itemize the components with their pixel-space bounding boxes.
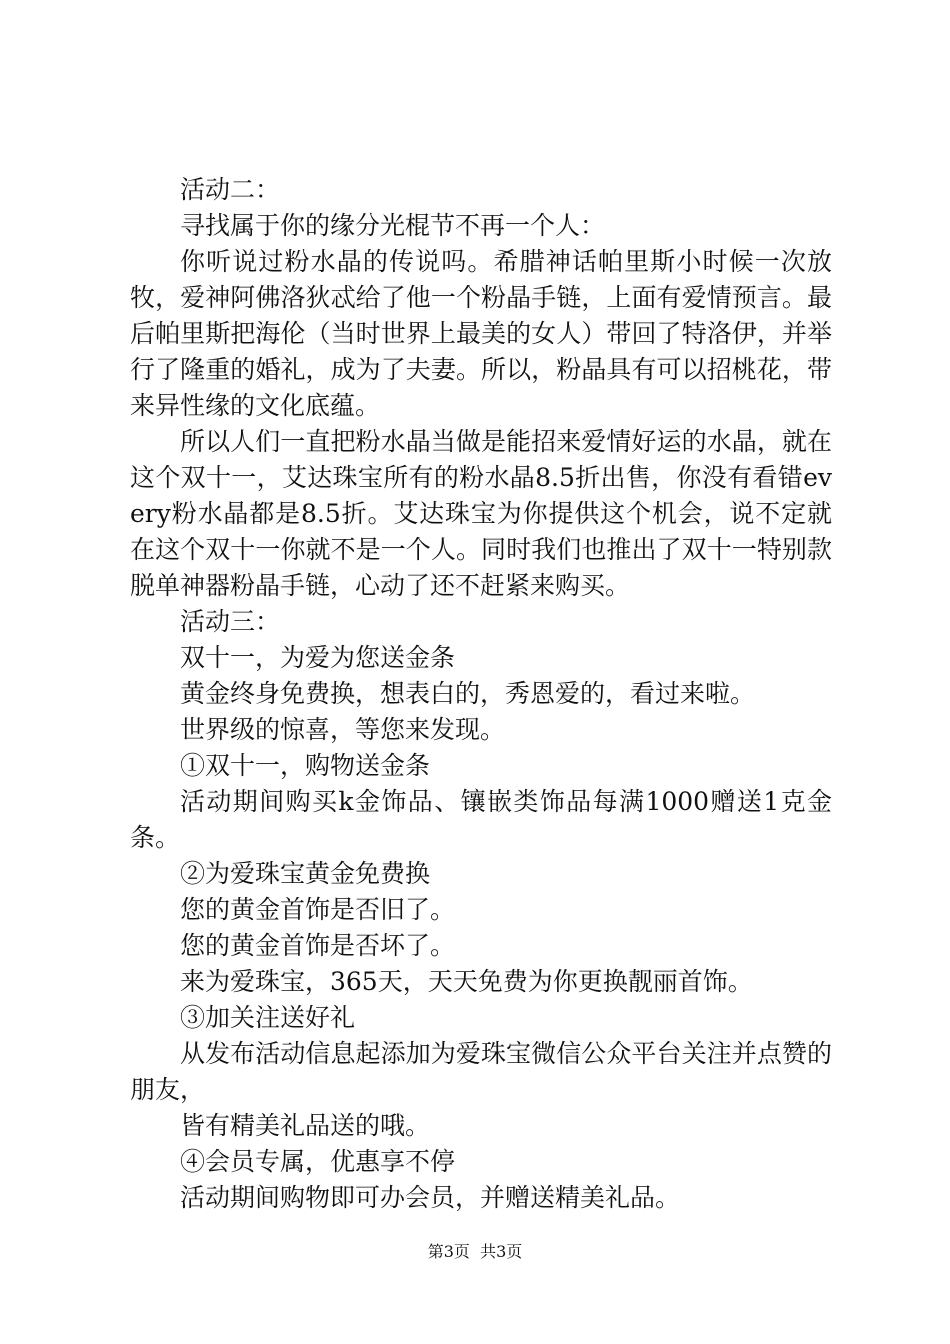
paragraph-subtitle-singles-day: 寻找属于你的缘分光棍节不再一个人： xyxy=(180,211,606,240)
paragraph-item-2-title: ②为爱珠宝黄金免费换 xyxy=(180,859,431,888)
paragraph-rose-quartz-legend: 你听说过粉水晶的传说吗。希腊神话帕里斯小时候一次放牧，爱神阿佛洛狄忒给了他一个粉晶手链，上面有爱情预言。最后帕里斯把海伦（当时世界上最美的女人）带回了特洛伊，并举行了隆重的婚礼，成为了夫妻。所以，粉晶具有可以招桃花，带来异性缘的文化底蕴。 xyxy=(130,247,832,420)
paragraph-rose-quartz-discount: 所以人们一直把粉水晶当做是能招来爱情好运的水晶，就在这个双十一，艾达珠宝所有的粉水晶8.5折出售，你没有看错every粉水晶都是8.5折。艾达珠宝为你提供这个机会，说不定就在这个双十一你就不是一个人。同时我们也推出了双十一特别款脱单神器粉晶手链，心动了还不赶紧来购买。 xyxy=(130,427,832,600)
paragraph-item-1-title: ①双十一，购物送金条 xyxy=(180,751,431,780)
paragraph-gold-bar-title: 双十一，为爱为您送金条 xyxy=(180,643,456,672)
paragraph-item-1-detail: 活动期间购买k金饰品、镶嵌类饰品每满1000赠送1克金条。 xyxy=(130,787,832,852)
paragraph-item-4-detail: 活动期间购物即可办会员，并赠送精美礼品。 xyxy=(180,1183,681,1212)
paragraph-item-4-title: ④会员专属，优惠享不停 xyxy=(180,1147,456,1176)
paragraph-heading-activity-2: 活动二： xyxy=(180,175,281,204)
paragraph-gold-exchange: 黄金终身免费换，想表白的，秀恩爱的，看过来啦。 xyxy=(180,679,756,708)
paragraph-world-class-surprise: 世界级的惊喜，等您来发现。 xyxy=(180,715,506,744)
paragraph-item-2-line-3: 来为爱珠宝，365天，天天免费为你更换靓丽首饰。 xyxy=(180,967,753,996)
page-footer xyxy=(0,1242,950,1262)
paragraph-item-3-gift: 皆有精美礼品送的哦。 xyxy=(180,1111,431,1140)
paragraph-item-2-line-1: 您的黄金首饰是否旧了。 xyxy=(180,895,456,924)
page-number-label: 第3页 共3页 xyxy=(427,1242,523,1261)
document-body xyxy=(130,172,832,1216)
paragraph-item-3-detail: 从发布活动信息起添加为爱珠宝微信公众平台关注并点赞的朋友， xyxy=(130,1039,832,1104)
paragraph-heading-activity-3: 活动三： xyxy=(180,607,281,636)
paragraph-item-2-line-2: 您的黄金首饰是否坏了。 xyxy=(180,931,456,960)
paragraph-item-3-title: ③加关注送好礼 xyxy=(180,1003,356,1032)
